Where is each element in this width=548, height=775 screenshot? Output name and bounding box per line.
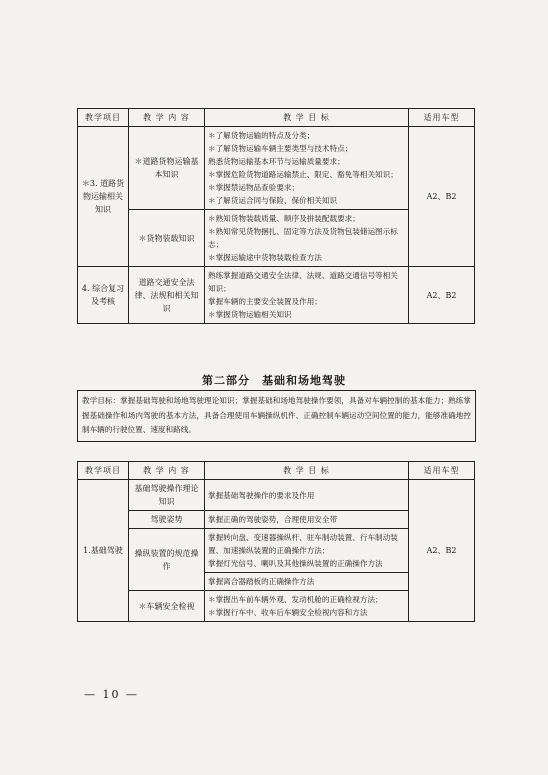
goals-cell [205,480,409,511]
goal-line: 掌握车辆的主要安全装置及作用； [208,297,322,306]
goal-line: ＊掌握禁运物品查验要求； [208,183,300,192]
teaching-goal-box: 教学目标：掌握基础驾驶和场地驾驶理论知识；掌握基础和场地驾驶操作要领，具备对车辆控制的基本能力；熟练掌握基础操作和场内驾驶的基本方法，具备合理使用车辆操纵机件、正确控制车辆运动空间位置的能力，能够准确地控制车辆的行驶位置、速度和路线。 [77,390,476,442]
curriculum-table-2 [77,461,475,622]
content-cell: 基础驾驶操作理论知识 [129,480,205,511]
header-vehicle: 适用车型 [409,462,475,480]
goal-line: 掌握灯光信号、喇叭及其他操纵装置的正确操作方法 [208,559,383,568]
table-row [78,127,475,210]
header-project: 教学项目 [78,462,129,480]
goal-line: ＊掌握出车前车辆外观、发动机舱的正确检视方法； [208,595,383,604]
table-row [78,480,475,511]
goals-cell [205,127,409,210]
goal-line: 掌握转向盘、变速器操纵杆、驻车制动装置、行车制动装置、加速操纵装置的正确操作方法； [208,533,398,555]
goal-line: ＊了解货物运输车辆主要类型与技术特点； [208,144,353,153]
table-header-row [78,462,475,480]
goals-cell [205,591,409,622]
header-vehicle: 适用车型 [409,109,475,127]
goal-line: 熟练掌握道路交通安全法律、法规、道路交通信号等相关知识； [208,271,398,293]
goal-line: 掌握基础驾驶操作的要求及作用 [208,490,315,500]
goal-line: ＊掌握货物运输相关知识 [208,310,292,319]
vehicle-cell: A2、B2 [409,267,475,324]
goals-cell [205,210,409,267]
goal-line: 掌握正确的驾驶姿势，合理使用安全带 [208,515,338,524]
goals-cell [205,511,409,529]
goal-line: ＊熟知常见货物捆扎、固定等方法及货物包装储运图示标志； [208,227,398,249]
header-goals: 教 学 目 标 [205,109,409,127]
content-cell: 驾驶姿势 [129,511,205,529]
goals-cell [205,573,409,591]
goal-line: ＊掌握运输途中货物装载检查方法 [208,253,322,262]
header-project: 教学项目 [78,109,129,127]
goals-cell [205,267,409,324]
goal-line: ＊熟知货物装载质量、顺序及拼装配载要求； [208,214,360,223]
goal-line: ＊了解货运合同与保险、保价相关知识 [208,196,338,205]
curriculum-table-1 [77,108,475,324]
goal-line: 熟悉货物运输基本环节与运输质量要求； [208,157,345,166]
content-cell: 道路交通安全法律、法规和相关知识 [129,267,205,324]
project-cell: ＊3. 道路货物运输相关知识 [78,127,129,267]
table-row [78,267,475,324]
page-number: — 10 — [84,688,139,701]
header-goals: 教 学 目 标 [205,462,409,480]
goal-line: ＊掌握危险货物道路运输禁止、限定、豁免等相关知识； [208,170,398,179]
section-title: 第二部分 基础和场地驾驶 [202,374,346,387]
table-header-row [78,109,475,127]
header-content: 教 学 内 容 [129,462,205,480]
content-cell: ＊车辆安全检视 [129,591,205,622]
content-cell: 操纵装置的规范操作 [129,529,205,591]
goal-line: ＊掌握行车中、收车后车辆安全检视内容和方法 [208,608,368,617]
project-cell: 4. 综合复习及考核 [78,267,129,324]
content-cell: ＊道路货物运输基本知识 [129,127,205,210]
vehicle-cell: A2、B2 [409,480,475,622]
header-content: 教 学 内 容 [129,109,205,127]
project-cell: 1.基础驾驶 [78,480,129,622]
goal-line: ＊了解货物运输的特点及分类； [208,131,315,140]
vehicle-cell: A2、B2 [409,127,475,267]
goal-line: 掌握离合器踏板的正确操作方法 [208,577,315,586]
goals-cell [205,529,409,573]
content-cell: ＊货物装载知识 [129,210,205,267]
